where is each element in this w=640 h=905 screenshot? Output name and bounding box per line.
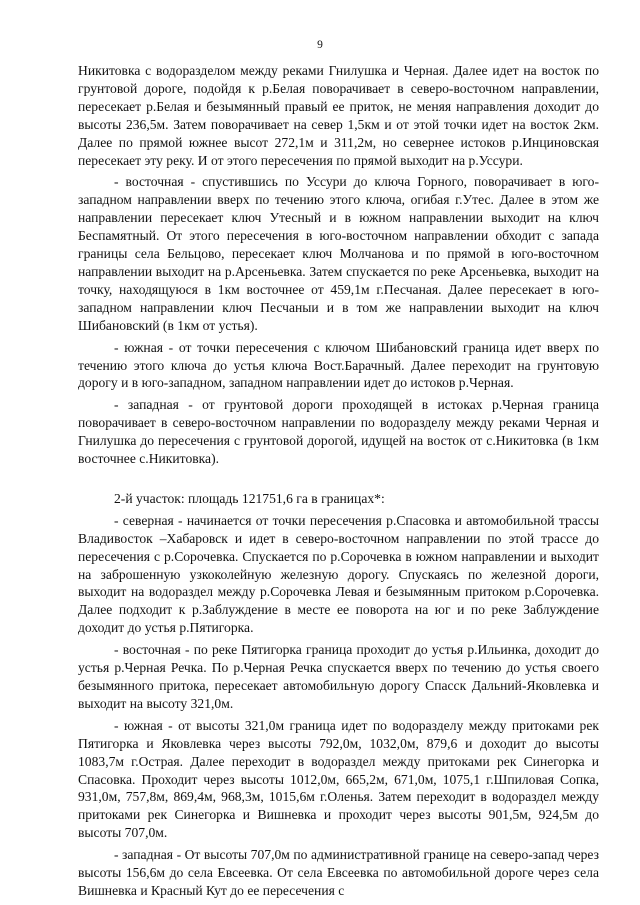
paragraph-south-boundary-1: - южная - от точки пересечения с ключом Шибановский граница идет вверх по течению этого ключа до устья ключа Вост.Барачный. Далее переходит на грунтовую дорогу и в юго-западном, западном направлении идет до истоков р.Черная. [78, 339, 599, 391]
paragraph-west-boundary-2: - западная - От высоты 707,0м по административной границе на северо-запад через высоты 156,6м до села Евсеевка. От села Евсеевка по автомобильной дороге через села Вишневка и Красный Кут до ее пересечения с [78, 847, 599, 898]
page-number: 9 [317, 39, 323, 51]
paragraph-north-continuation: Никитовка с водоразделом между реками Гнилушка и Черная. Далее идет на восток по грунтовой дороге, подойдя к р.Белая поворачивает в северо-восточном направлении, пересекает р.Белая и безымянный правый ее приток, не меняя направления доходит до высоты 236,5м. Затем поворачивает на север 1,5км и от этой точки идет на восток 2км. Далее по прямой южнее высот 272,1м и 311,2м, но севернее истоков р.Инциновская пересекает эту реку. И от этого пересечения по прямой выходит на р.Уссури. [78, 63, 599, 168]
paragraph-east-boundary-2: - восточная - по реке Пятигорка граница проходит до устья р.Ильинка, доходит до устья р.Черная Речка. По р.Черная Речка спускается вверх по течению до устья своего безымянного притока, пересекает автомобильную дорогу Спасск Дальний-Яковлевка и выходит на высоту 321,0м. [78, 642, 599, 711]
paragraph-west-boundary-1: - западная - от грунтовой дороги проходящей в истоках р.Черная граница поворачивает в северо-восточном направлении по водоразделу между реками Черная и Гнилушка до пересечения с грунтовой дорогой, идущей на восток от с.Никитовка (в 1км восточнее с.Никитовка). [78, 397, 599, 467]
document-body [78, 62, 599, 904]
paragraph-south-boundary-2: - южная - от высоты 321,0м граница идет по водоразделу между притоками рек Пятигорка и Яковлевка через высоты 792,0м, 1032,0м, 879,6 и доходит до высоты 1083,7м г.Острая. Далее переходит в водораздел между притоками рек Синегорка и Спасовка. Проходит через высоты 1012,0м, 665,2м, 671,0м, 1075,1 г.Шпиловая Сопка, 931,0м, 757,8м, 869,4м, 968,3м, 1015,6м г.Оленья. Затем переходит в водораздел между притоками рек Синегорка и Вишневка и проходит через высоты 901,5м, 924,5м до высоты 707,0м. [78, 717, 599, 841]
paragraph-north-boundary-2: - северная - начинается от точки пересечения р.Спасовка и автомобильной трассы Владивосток –Хабаровск и идет в северо-восточном направлении по этой трассе до пересечения с р.Сорочевка. Спускается по р.Сорочевка в южном направлении и выходит на заброшенную узкоколейную железную дорогу. Спускаясь по железной дороги, выходит на водораздел между р.Сорочевка Левая и безымянным притоком р.Сорочевка. Далее подходит к р.Заблуждение в месте ее поворота на юг и по реке Заблуждение доходит до устья р.Пятигорка. [78, 512, 599, 636]
section-heading-plot-2: 2-й участок: площадь 121751,6 га в границах*: [114, 490, 385, 506]
paragraph-east-boundary-1: - восточная - спустившись по Уссури до ключа Горного, поворачивает в юго-западном направлении вверх по течению этого ключа, огибая г.Утес. Далее в этом же направлении пересекает ключ Утесный и в южном направлении выходит на ключ Беспамятный. От этого пересечения в юго-восточном направлении обходит с запада границы села Бельцово, пересекает ключ Молчанова и по прямой в юго-восточном направлении выходит на р.Арсеньевка. Затем спускается по реке Арсеньевка, выходит на точку, находящуюся в 1км восточнее от 459,1м г.Песчаная. Далее пересекает в юго-западном направлении ключ Песчаныи и в том же направлении выходит на ключ Шибановский (в 1км от устья). [78, 174, 599, 333]
section-spacer [78, 472, 599, 490]
